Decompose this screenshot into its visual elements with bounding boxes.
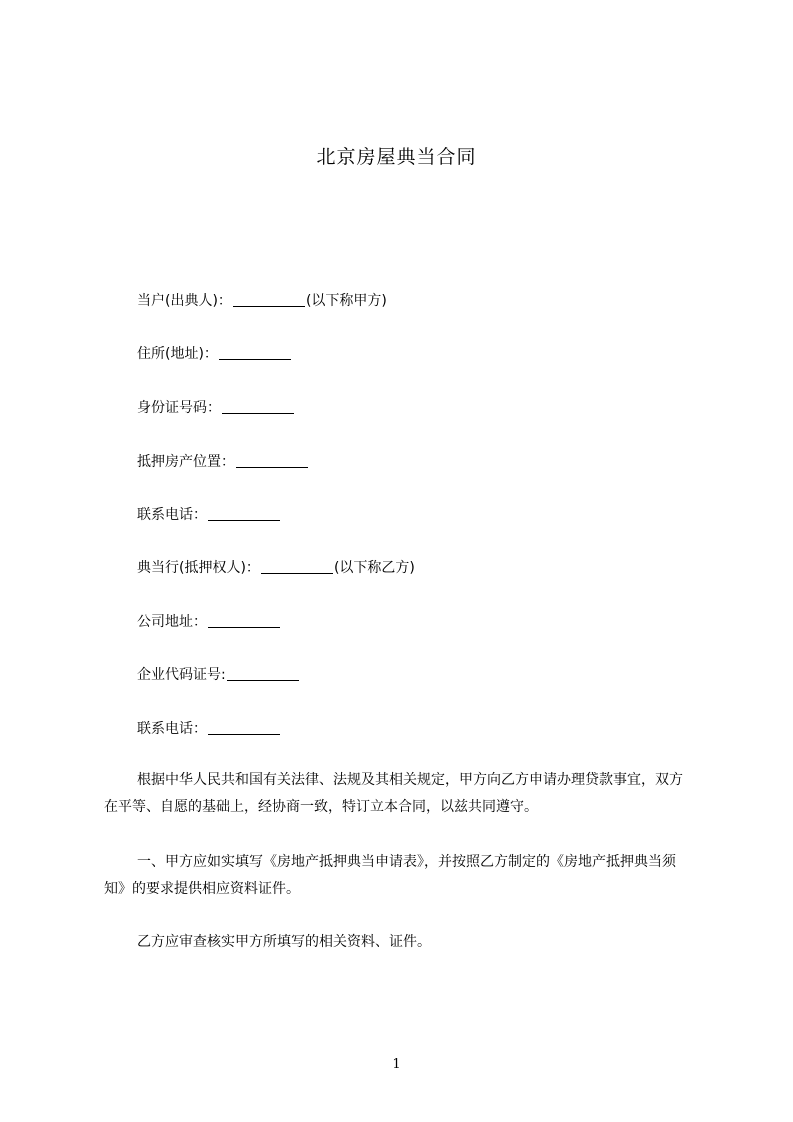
fill-blank[interactable]: [219, 345, 291, 360]
field-label: 联系电话：: [137, 507, 207, 523]
party-a-address-field: [137, 344, 292, 364]
clause-one-paragraph: 一、甲方应如实填写《房地产抵押典当申请表》，并按照乙方制定的《房地产抵押典当须知》的要求提供相应资料证件。: [104, 854, 676, 897]
company-address-field: [137, 612, 281, 632]
fill-blank[interactable]: [208, 506, 280, 521]
party-b-phone-field: [137, 719, 281, 739]
preamble-paragraph: 根据中华人民共和国有关法律、法规及其相关规定，甲方向乙方申请办理贷款事宜，双方在平等、自愿的基础上，经协商一致，特订立本合同，以兹共同遵守。: [104, 772, 683, 815]
fill-blank[interactable]: [222, 399, 294, 414]
id-number-field: [137, 398, 295, 418]
field-label: 企业代码证号:: [137, 667, 226, 683]
field-suffix: (以下称乙方): [333, 560, 415, 576]
fill-blank[interactable]: [261, 559, 333, 574]
fill-blank[interactable]: [236, 453, 308, 468]
fill-blank[interactable]: [208, 720, 280, 735]
field-label: 公司地址：: [137, 614, 207, 630]
field-label: 当户(出典人)：: [137, 293, 232, 309]
document-title: 北京房屋典当合同: [316, 146, 477, 168]
field-label: 联系电话：: [137, 721, 207, 737]
field-label: 住所(地址)：: [137, 346, 218, 362]
enterprise-code-field: [137, 665, 300, 685]
fill-blank[interactable]: [227, 666, 299, 681]
field-suffix: (以下称甲方): [305, 293, 387, 309]
field-label: 身份证号码：: [137, 400, 221, 416]
party-a-phone-field: [137, 505, 281, 525]
field-label: 典当行(抵押权人)：: [137, 560, 260, 576]
page-number: 1: [392, 1057, 401, 1072]
party-b-name-field: [137, 558, 415, 578]
fill-blank[interactable]: [208, 613, 280, 628]
fill-blank[interactable]: [233, 292, 305, 307]
property-location-field: [137, 452, 309, 472]
party-a-name-field: [137, 291, 387, 311]
clause-one-continuation: 乙方应审查核实甲方所填写的相关资料、证件。: [137, 934, 431, 950]
field-label: 抵押房产位置：: [137, 454, 235, 470]
